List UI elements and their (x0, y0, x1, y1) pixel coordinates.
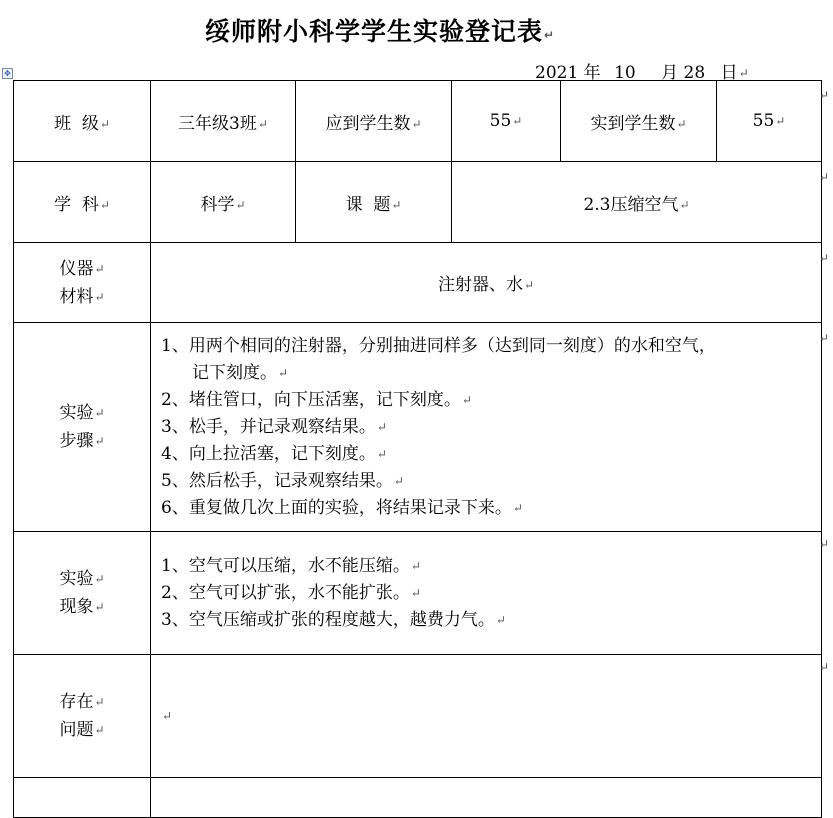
next-label-cell (14, 778, 151, 818)
step-1: 1、用两个相同的注射器，分别抽进同样多（达到同一刻度）的水和空气， (161, 335, 716, 356)
phenomenon-3: 3、空气压缩或扩张的程度越大，越费力气。↵ (161, 609, 506, 630)
row-steps (14, 323, 822, 532)
phenomena-content[interactable] (151, 532, 822, 655)
actual-students-value[interactable]: 55↵ (717, 81, 822, 162)
row-class (14, 81, 822, 162)
step-2: 2、堵住管口，向下压活塞，记下刻度。↵ (161, 389, 472, 410)
row-end-mark: ↵ (818, 88, 829, 102)
row-end-mark: ↵ (818, 170, 829, 184)
problems-label: 存在↵ 问题↵ (14, 655, 151, 778)
row-end-mark: ↵ (818, 660, 829, 674)
subject-label: 学 科↵ (14, 162, 151, 243)
row-end-mark: ↵ (818, 251, 829, 265)
class-value[interactable]: 三年级3班↵ (151, 81, 296, 162)
topic-value[interactable]: 2.3压缩空气↵ (452, 162, 822, 243)
row-materials (14, 243, 822, 323)
expected-students-value[interactable]: 55↵ (452, 81, 561, 162)
expected-students-label: 应到学生数↵ (296, 81, 452, 162)
page-title: 绥师附小科学学生实验登记表↵ (204, 17, 556, 46)
date-month-unit: 月 (661, 63, 679, 83)
table-move-handle-icon[interactable]: ✥ (2, 68, 13, 79)
step-1-cont: 记下刻度。↵ (192, 362, 289, 383)
phenomena-label: 实验↵ 现象↵ (14, 532, 151, 655)
row-phenomena (14, 532, 822, 655)
class-label: 班 级↵ (14, 81, 151, 162)
row-subject (14, 162, 822, 243)
registration-table (13, 80, 822, 818)
phenomenon-1: 1、空气可以压缩，水不能压缩。↵ (161, 555, 421, 576)
actual-students-label: 实到学生数↵ (561, 81, 717, 162)
materials-label: 仪器↵ 材料↵ (14, 243, 151, 323)
phenomenon-2: 2、空气可以扩张，水不能扩张。↵ (161, 582, 421, 603)
row-next (14, 778, 822, 818)
date-year-unit: 年 (583, 63, 601, 83)
step-4: 4、向上拉活塞，记下刻度。↵ (161, 443, 387, 464)
date-day-unit: 日 (720, 63, 738, 83)
step-6: 6、重复做几次上面的实验，将结果记录下来。↵ (161, 497, 523, 518)
date-month: 10 (614, 63, 636, 83)
date-year: 2021 (535, 63, 579, 83)
steps-content[interactable] (151, 323, 822, 532)
step-3: 3、松手，并记录观察结果。↵ (161, 416, 387, 437)
steps-label: 实验↵ 步骤↵ (14, 323, 151, 532)
date-day: 28 (683, 63, 706, 83)
date-line: 2021 年 10 月 28 日↵ (535, 58, 749, 83)
row-end-mark: ↵ (818, 331, 829, 345)
step-5: 5、然后松手，记录观察结果。↵ (161, 470, 404, 491)
topic-label: 课 题↵ (296, 162, 452, 243)
materials-value[interactable]: 注射器、水↵ (151, 243, 822, 323)
next-content-cell[interactable] (151, 778, 822, 818)
row-problems (14, 655, 822, 778)
subject-value[interactable]: 科学↵ (151, 162, 296, 243)
row-end-mark: ↵ (818, 537, 829, 551)
problems-content[interactable]: ↵ (151, 655, 822, 778)
